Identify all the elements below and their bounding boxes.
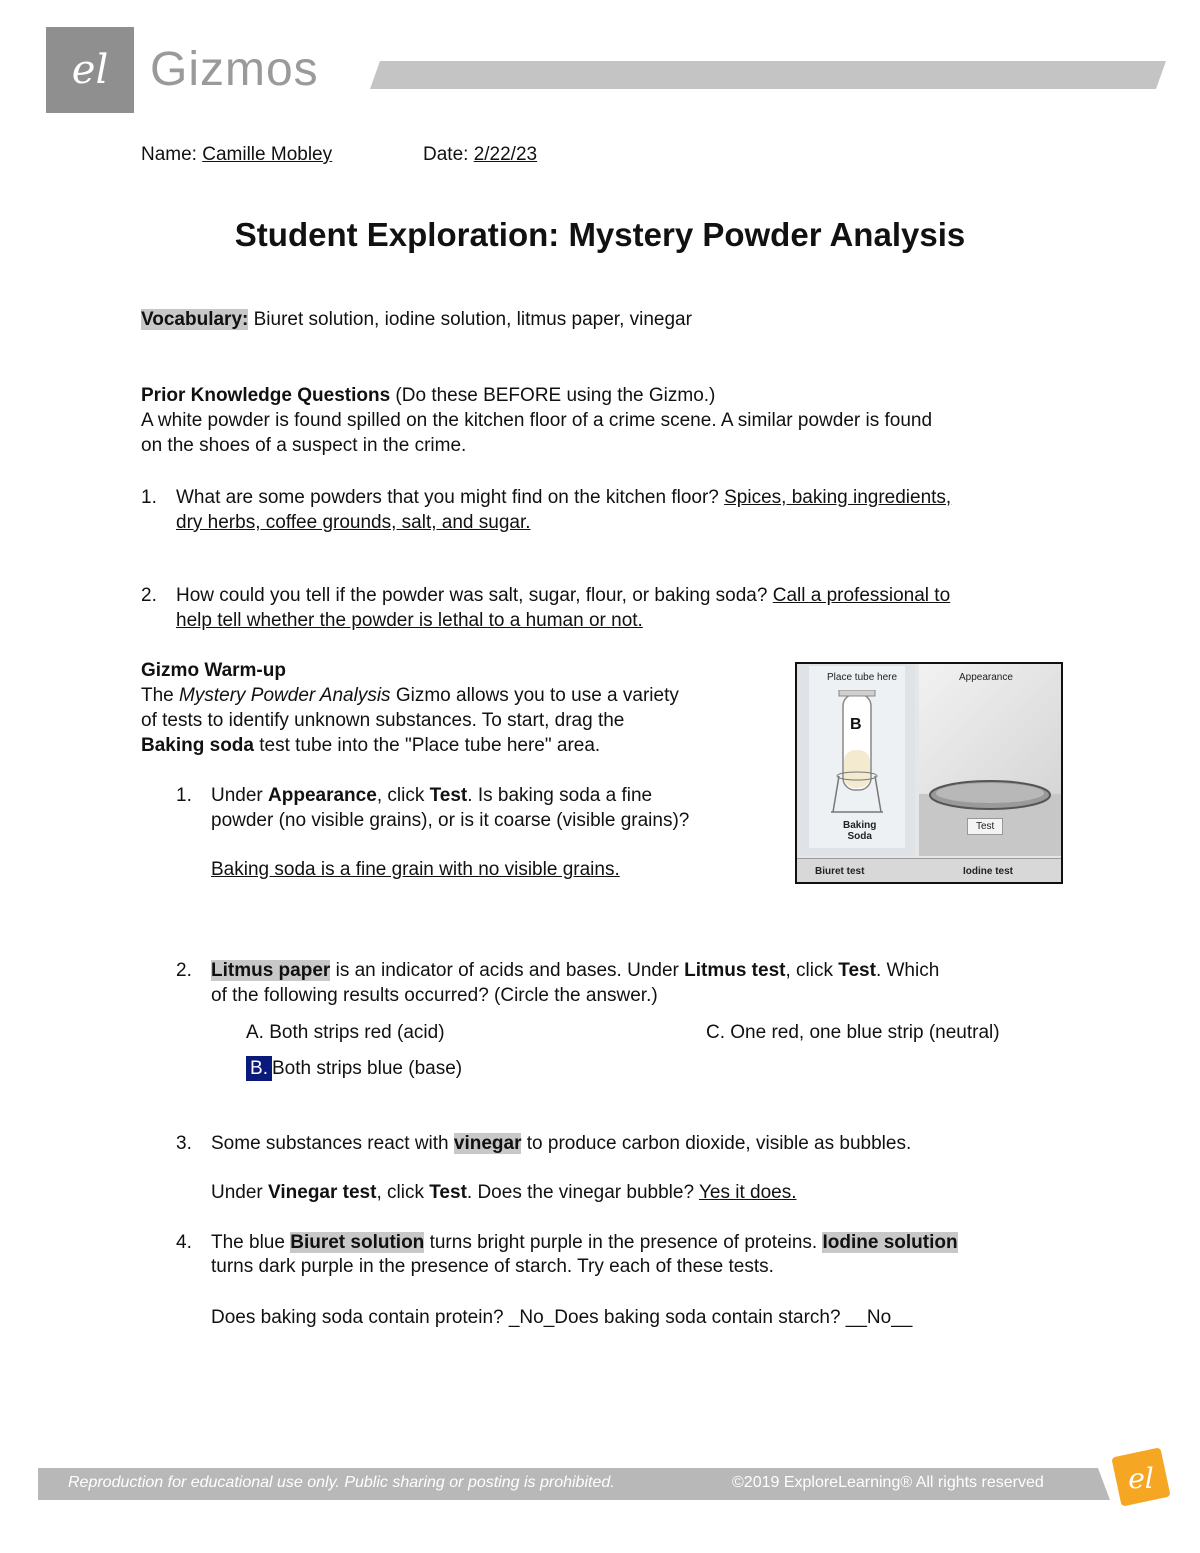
q2-f: . Which bbox=[875, 960, 940, 981]
q3-a: Some substances react with bbox=[211, 1133, 454, 1154]
name-label: Name: bbox=[141, 144, 203, 165]
q2-option-b bbox=[246, 1056, 462, 1081]
warmup-p2: of tests to identify unknown substances. To start, drag the bbox=[141, 710, 625, 731]
name-line bbox=[141, 142, 332, 167]
q1-appearance: Appearance bbox=[268, 785, 377, 806]
warmup-q4 bbox=[211, 1230, 958, 1255]
footer-copyright: ©2019 ExploreLearning® All rights reserved bbox=[732, 1474, 1044, 1491]
prior-q1-answer-2: dry herbs, coffee grounds, salt, and sugar. bbox=[176, 512, 531, 533]
q2-option-c: C. One red, one blue strip (neutral) bbox=[706, 1022, 1000, 1043]
prior-q1-number: 1. bbox=[141, 487, 157, 508]
warmup-heading: Gizmo Warm-up bbox=[141, 660, 286, 681]
footer-logo-glyph: el bbox=[1128, 1462, 1154, 1495]
selected-answer-marker: B. bbox=[246, 1056, 272, 1081]
prior-q2-number: 2. bbox=[141, 585, 157, 606]
tube-label-1: Baking bbox=[843, 820, 877, 831]
q3-l2-c: , click bbox=[376, 1182, 430, 1203]
warmup-p1-post: Gizmo allows you to use a variety bbox=[390, 685, 679, 706]
q1-a: Under bbox=[211, 785, 269, 806]
warmup-q1-line2: powder (no visible grains), or is it coarse (visible grains)? bbox=[211, 810, 690, 831]
appearance-panel bbox=[919, 664, 1061, 794]
warmup-q3-number: 3. bbox=[176, 1133, 192, 1154]
footer-notice: Reproduction for educational use only. Public sharing or posting is prohibited. bbox=[68, 1474, 615, 1491]
explorelearning-logo: el bbox=[46, 27, 134, 113]
warmup-q4-number: 4. bbox=[176, 1232, 192, 1253]
prior-heading-note: (Do these BEFORE using the Gizmo.) bbox=[390, 385, 716, 406]
warmup-p1-pre: The bbox=[141, 685, 180, 706]
name-value: Camille Mobley bbox=[202, 144, 333, 165]
tube-letter: B bbox=[850, 716, 862, 733]
warmup-q3 bbox=[211, 1131, 911, 1156]
vocabulary-line bbox=[141, 307, 692, 332]
q2-d: , click bbox=[785, 960, 839, 981]
iodine-solution-term: Iodine solution bbox=[822, 1232, 958, 1253]
q2-option-b-text: Both strips blue (base) bbox=[272, 1058, 463, 1079]
date-value: 2/22/23 bbox=[473, 144, 538, 165]
prior-intro-1: A white powder is found spilled on the kitchen floor of a crime scene. A similar powder is found bbox=[141, 410, 933, 431]
q2-b: is an indicator of acids and bases. Under bbox=[330, 960, 685, 981]
warmup-q1 bbox=[211, 783, 652, 808]
test-tube-icon bbox=[831, 690, 883, 816]
q2-test: Test bbox=[838, 960, 876, 981]
q2-option-a: A. Both strips red (acid) bbox=[246, 1022, 445, 1043]
prior-q1 bbox=[176, 485, 951, 510]
gizmo-test-button: Test bbox=[967, 818, 1003, 835]
q3-test: Test bbox=[429, 1182, 467, 1203]
biuret-solution-term: Biuret solution bbox=[290, 1232, 425, 1253]
baking-soda-term: Baking soda bbox=[141, 735, 254, 756]
date-label: Date: bbox=[423, 144, 474, 165]
prior-heading: Prior Knowledge Questions bbox=[141, 385, 391, 406]
prior-q1-text: What are some powders that you might find on the kitchen floor? bbox=[176, 487, 725, 508]
vinegar-term: vinegar bbox=[453, 1133, 522, 1154]
litmus-test-term: Litmus test bbox=[684, 960, 786, 981]
vocabulary-text: Biuret solution, iodine solution, litmus paper, vinegar bbox=[248, 309, 692, 330]
vinegar-test-term: Vinegar test bbox=[268, 1182, 377, 1203]
dish-icon bbox=[927, 778, 1053, 812]
date-line bbox=[423, 142, 537, 167]
q4-c: turns bright purple in the presence of proteins. bbox=[424, 1232, 823, 1253]
q3-l2-e: . Does the vinegar bubble? bbox=[466, 1182, 699, 1203]
vocabulary-label: Vocabulary: bbox=[141, 309, 249, 330]
warmup-q3-line2 bbox=[211, 1180, 797, 1205]
warmup-q4-line2: turns dark purple in the presence of starch. Try each of these tests. bbox=[211, 1256, 774, 1277]
q1-c: , click bbox=[376, 785, 430, 806]
warmup-q2-line2: of the following results occurred? (Circle the answer.) bbox=[211, 985, 658, 1006]
tube-label-2: Soda bbox=[847, 831, 872, 842]
warmup-q1-answer: Baking soda is a fine grain with no visible grains. bbox=[211, 859, 620, 880]
header-bar bbox=[370, 61, 1166, 89]
q4-a: The blue bbox=[211, 1232, 291, 1253]
q1-test: Test bbox=[429, 785, 468, 806]
iodine-tab: Iodine test bbox=[963, 866, 1014, 877]
prior-q2-answer-2: help tell whether the powder is lethal to a human or not. bbox=[176, 610, 643, 631]
warmup-q2-number: 2. bbox=[176, 960, 192, 981]
prior-q2-answer-1: Call a professional to bbox=[772, 585, 951, 606]
gizmo-name: Mystery Powder Analysis bbox=[179, 685, 391, 706]
explorelearning-footer-logo bbox=[1108, 1444, 1174, 1510]
warmup-q2 bbox=[211, 958, 939, 983]
warmup-p1 bbox=[141, 683, 679, 708]
prior-heading-line bbox=[141, 383, 715, 408]
appearance-label: Appearance bbox=[959, 672, 1013, 683]
warmup-p3 bbox=[141, 733, 600, 758]
q3-l2-a: Under bbox=[211, 1182, 269, 1203]
prior-q2 bbox=[176, 583, 950, 608]
page-title: Student Exploration: Mystery Powder Analysis bbox=[234, 216, 966, 253]
q3-answer: Yes it does. bbox=[698, 1182, 797, 1203]
q1-e: . Is baking soda a fine bbox=[467, 785, 653, 806]
warmup-q4-answers: Does baking soda contain protein? _No_Does baking soda contain starch? __No__ bbox=[211, 1307, 913, 1328]
prior-q2-text: How could you tell if the powder was salt, sugar, flour, or baking soda? bbox=[176, 585, 773, 606]
prior-q1-answer-1: Spices, baking ingredients, bbox=[724, 487, 952, 508]
place-tube-label: Place tube here bbox=[827, 672, 898, 683]
litmus-paper-term: Litmus paper bbox=[211, 960, 331, 981]
warmup-p3-post: test tube into the "Place tube here" area. bbox=[253, 735, 601, 756]
q3-c: to produce carbon dioxide, visible as bubbles. bbox=[521, 1133, 912, 1154]
biuret-tab: Biuret test bbox=[815, 866, 865, 877]
gizmo-screenshot bbox=[795, 662, 1063, 884]
gizmos-brand: Gizmos bbox=[150, 43, 319, 96]
prior-intro-2: on the shoes of a suspect in the crime. bbox=[141, 435, 467, 456]
warmup-q1-number: 1. bbox=[176, 785, 192, 806]
baking-soda-tube-label bbox=[843, 820, 876, 842]
